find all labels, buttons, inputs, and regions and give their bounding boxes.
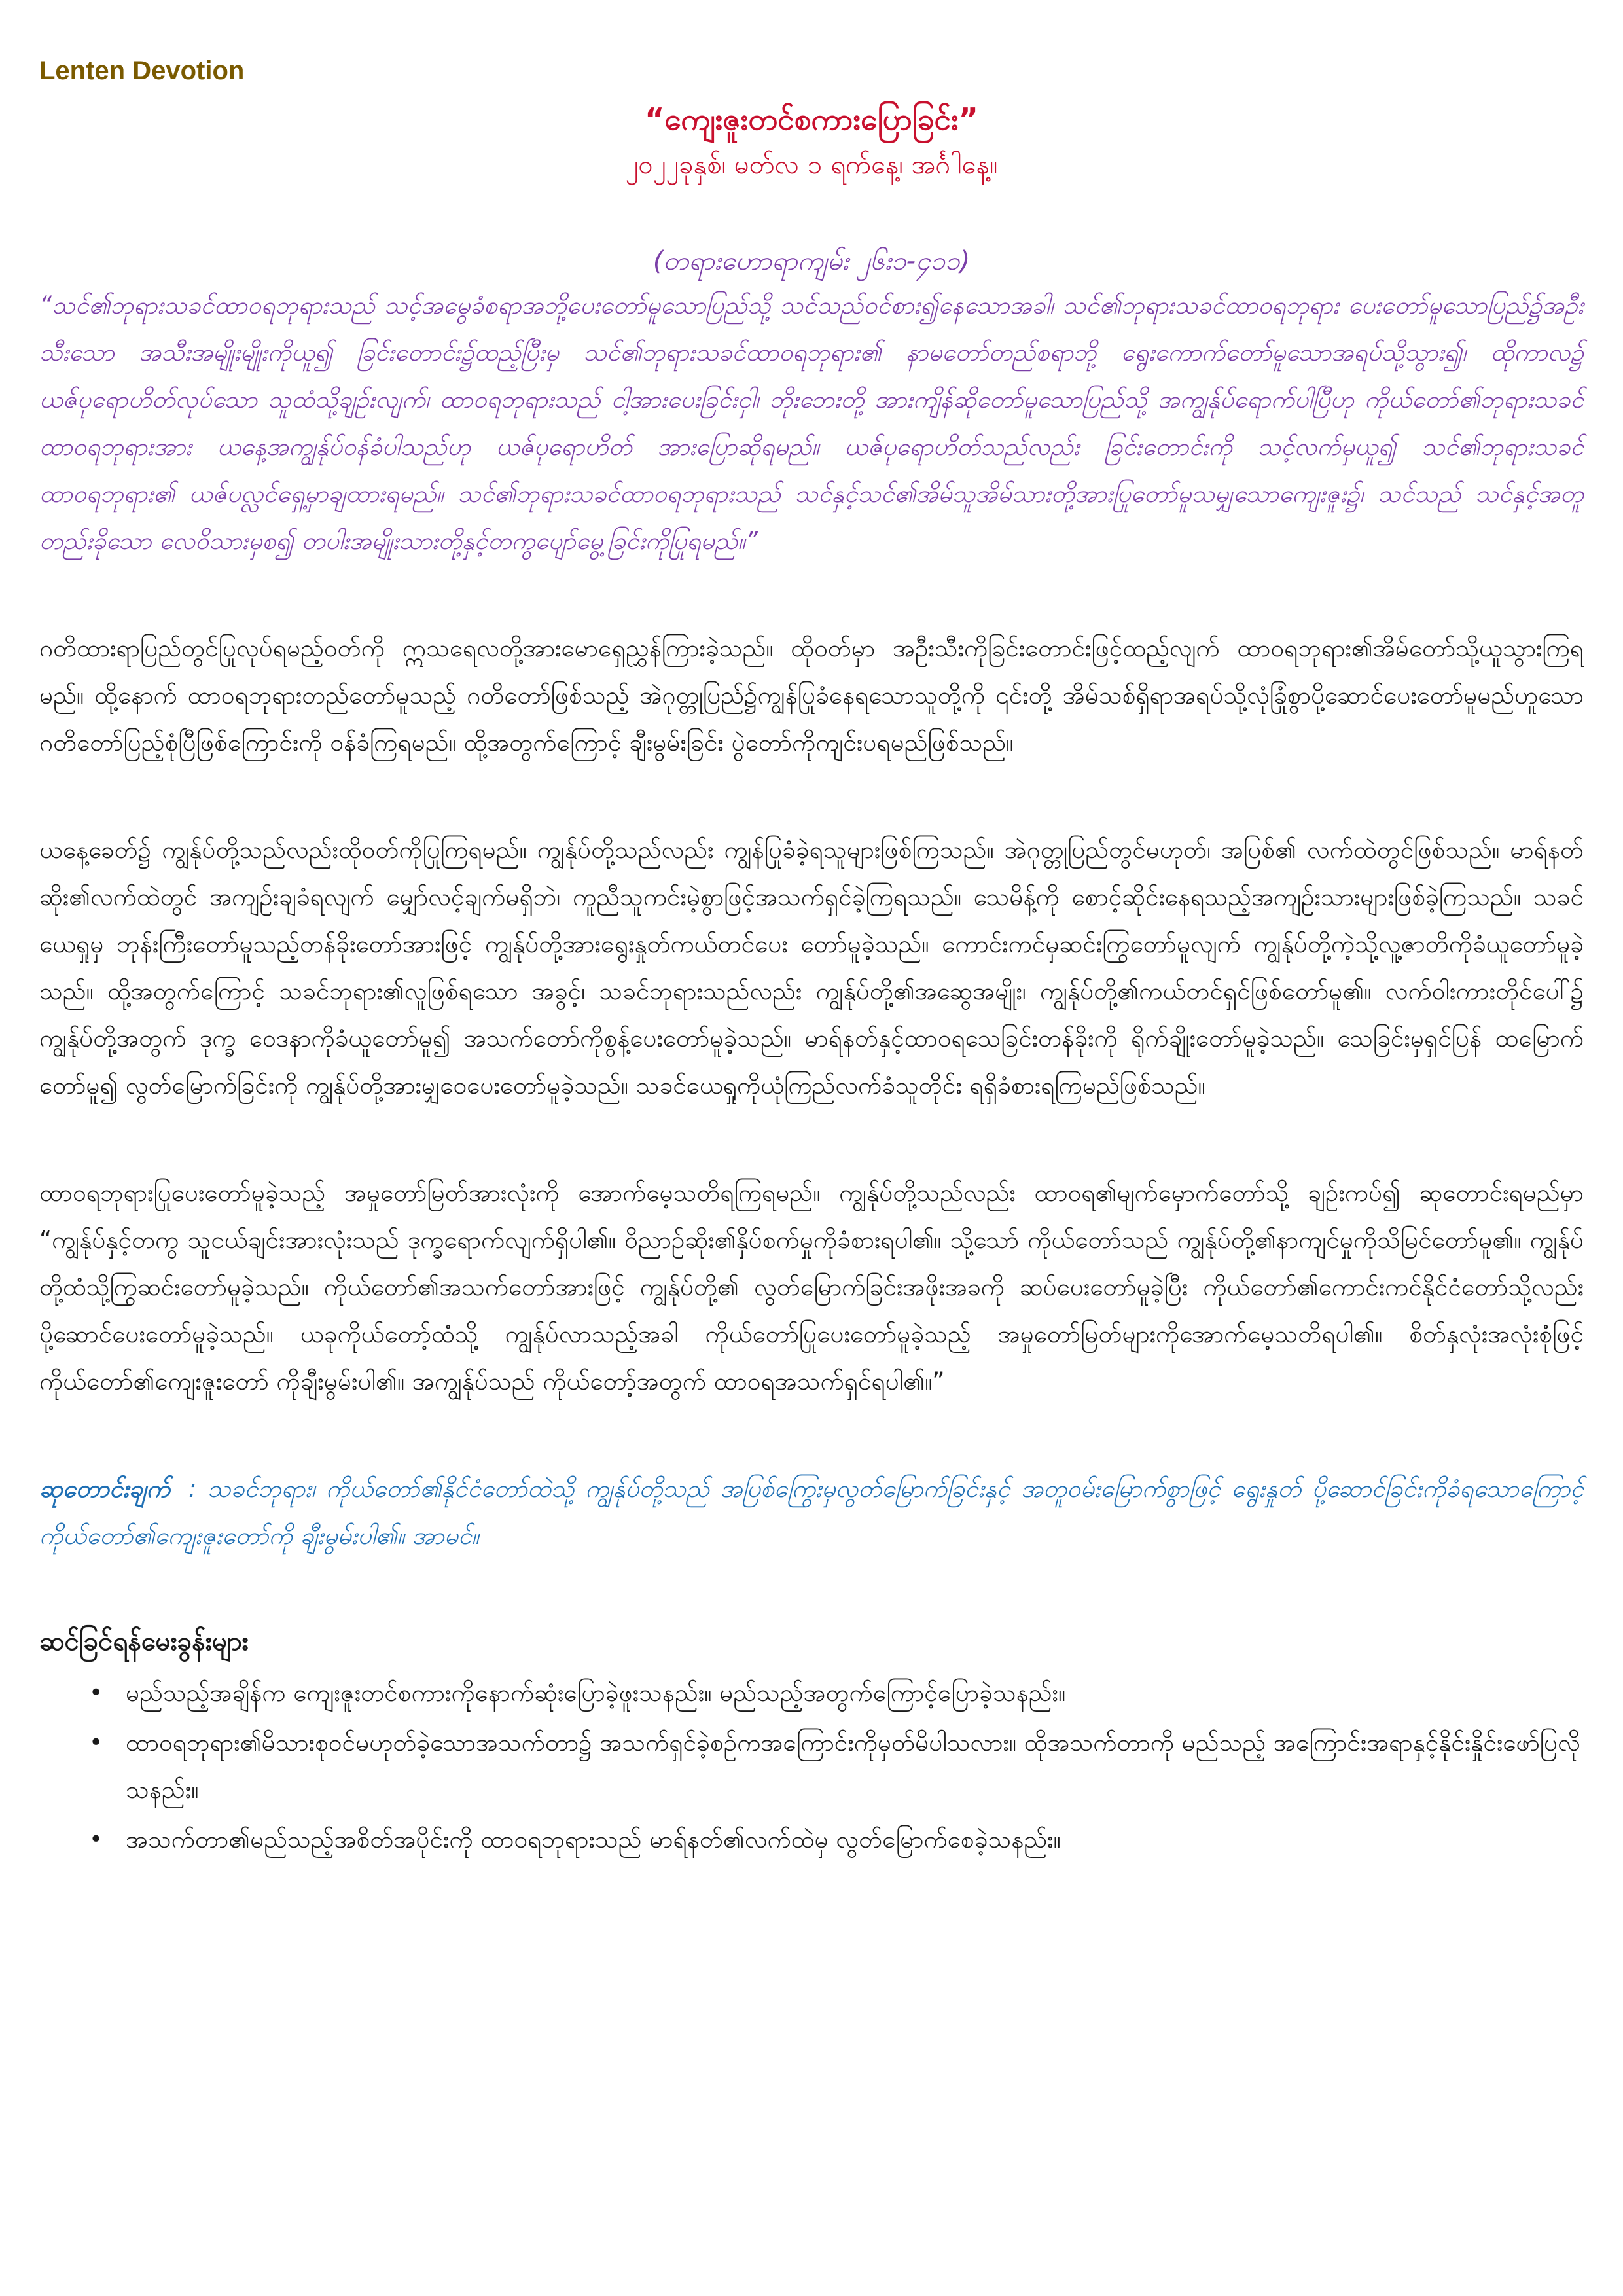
prayer-text: : သခင်ဘုရား၊ ကိုယ်တော်၏နိုင်ငံတော်ထဲသို့ ကျွန်ုပ်တို့သည် အပြစ်ကြွေးမှလွတ်မြောက်ခြင်းနှင့် အတူဝမ်းမြောက်စွာဖြင့် ရွေးနှုတ် ပို့ဆောင်ခြင်းကိုခံရသောကြောင့် ကိုယ်တော်၏ကျေးဇူးတော်ကို ချီးမွမ်းပါ၏။ အာမင်။	[39, 1475, 1584, 1550]
bullet-icon: •	[89, 1826, 103, 1853]
question-item	[89, 1670, 1584, 1717]
questions-list	[39, 1670, 1584, 1863]
question-item	[89, 1816, 1584, 1863]
question-text: မည်သည့်အချိန်က ကျေးဇူးတင်စကားကိုနောက်ဆုံးပြောခဲ့ဖူးသနည်း။ မည်သည့်အတွက်ကြောင့်ပြောခဲ့သနည်း။	[126, 1679, 1066, 1707]
question-text: ထာဝရဘုရား၏မိသားစုဝင်မဟုတ်ခဲ့သောအသက်တာ၌ အသက်ရှင်ခဲ့စဉ်ကအကြောင်းကိုမှတ်မိပါသလား။ ထိုအသက်တာကို မည်သည့် အကြောင်းအရာနှင့်နိုင်းနှိုင်းဖော်ပြလိုသနည်း။	[126, 1729, 1580, 1804]
bullet-icon: •	[89, 1679, 103, 1706]
prayer-block	[39, 1465, 1584, 1560]
questions-heading: ဆင်ခြင်ရန်မေးခွန်းများ	[39, 1626, 249, 1657]
question-item	[89, 1719, 1584, 1814]
page-title: “ကျေးဇူးတင်စကားပြောခြင်း”	[645, 101, 978, 137]
body-paragraph-3: ထာဝရဘုရားပြုပေးတော်မူခဲ့သည့် အမှုတော်မြတ်အားလုံးကို အောက်မေ့သတိရကြရမည်။ ကျွန်ုပ်တို့သည်လည်း ထာဝရ၏မျက်မှောက်တော်သို့ ချဉ်းကပ်၍ ဆုတောင်းရမည်မှာ “ကျွန်ုပ်နှင့်တကွ သူငယ်ချင်းအားလုံးသည် ဒုက္ခရောက်လျက်ရှိပါ၏။ ဝိညာဉ်ဆိုး၏နှိပ်စက်မှုကိုခံစားရပါ၏။ သို့သော် ကိုယ်တော်သည် ကျွန်ုပ်တို့၏နာကျင်မှုကိုသိမြင်တော်မူ၏။ ကျွန်ုပ်တို့ထံသို့ကြွဆင်းတော်မူခဲ့သည်။ ကိုယ်တော်၏အသက်တော်အားဖြင့် ကျွန်ုပ်တို့၏ လွတ်မြောက်ခြင်းအဖိုးအခကို ဆပ်ပေးတော်မူခဲ့ပြီး ကိုယ်တော်၏ကောင်းကင်နိုင်ငံတော်သို့လည်း ပို့ဆောင်ပေးတော်မူခဲ့သည်။ ယခုကိုယ်တော့်ထံသို့ ကျွန်ုပ်လာသည့်အခါ ကိုယ်တော်ပြုပေးတော်မူခဲ့သည့် အမှုတော်မြတ်များကိုအောက်မေ့သတိရပါ၏။ စိတ်နှလုံးအလုံးစုံဖြင့် ကိုယ်တော်၏ကျေးဇူးတော် ကိုချီးမွမ်းပါ၏။ အကျွန်ုပ်သည် ကိုယ်တော့်အတွက် ထာဝရအသက်ရှင်ရပါ၏။”	[39, 1179, 1584, 1395]
header-label: Lenten Devotion	[39, 56, 245, 85]
question-text: အသက်တာ၏မည်သည့်အစိတ်အပိုင်းကို ထာဝရဘုရားသည် မာရ်နတ်၏လက်ထဲမှ လွတ်မြောက်စေခဲ့သနည်း။	[126, 1825, 1061, 1854]
body-paragraph-2: ယနေ့ခေတ်၌ ကျွန်ုပ်တို့သည်လည်းထိုဝတ်ကိုပြုကြရမည်။ ကျွန်ုပ်တို့သည်လည်း ကျွန်ပြုခံခဲ့ရသူများဖြစ်ကြသည်။ အဲဂုတ္တုပြည်တွင်မဟုတ်၊ အပြစ်၏ လက်ထဲတွင်ဖြစ်သည်။ မာရ်နတ်ဆိုး၏လက်ထဲတွင် အကျဉ်းချခံရလျက် မျှော်လင့်ချက်မရှိဘဲ၊ ကူညီသူကင်းမဲ့စွာဖြင့်အသက်ရှင်ခဲ့ကြရသည်။ သေမိန့်ကို စောင့်ဆိုင်းနေရသည့်အကျဉ်းသားများဖြစ်ခဲ့ကြသည်။ သခင်ယေရှုမှ ဘုန်းကြီးတော်မူသည့်တန်ခိုးတော်အားဖြင့် ကျွန်ုပ်တို့အားရွေးနှုတ်ကယ်တင်ပေး တော်မူခဲ့သည်။ ကောင်းကင်မှဆင်းကြွတော်မူလျက် ကျွန်ုပ်တို့ကဲ့သို့လူ့ဇာတိကိုခံယူတော်မူခဲ့သည်။ ထို့အတွက်ကြောင့် သခင်ဘုရား၏လူဖြစ်ရသော အခွင့်၊ သခင်ဘုရားသည်လည်း ကျွန်ုပ်တို့၏အဆွေအမျိုး၊ ကျွန်ုပ်တို့၏ကယ်တင်ရှင်ဖြစ်တော်မူ၏။ လက်ဝါးကားတိုင်ပေါ်၌ ကျွန်ုပ်တို့အတွက် ဒုက္ခ ဝေဒနာကိုခံယူတော်မူ၍ အသက်တော်ကိုစွန့်ပေးတော်မူခဲ့သည်။ မာရ်နတ်နှင့်ထာဝရသေခြင်းတန်ခိုးကို ရိုက်ချိုးတော်မူခဲ့သည်။ သေခြင်းမှရှင်ပြန် ထမြောက်တော်မူ၍ လွတ်မြောက်ခြင်းကို ကျွန်ုပ်တို့အားမျှဝေပေးတော်မူခဲ့သည်။ သခင်ယေရှုကိုယုံကြည်လက်ခံသူတိုင်း ရရှိခံစားရကြမည်ဖြစ်သည်။	[39, 836, 1584, 1100]
body-paragraph-1: ဂတိထားရာပြည်တွင်ပြုလုပ်ရမည့်ဝတ်ကို ဣသရေလတို့အားမောရှေညွှန်ကြားခဲ့သည်။ ထိုဝတ်မှာ အဦးသီးကိုခြင်းတောင်းဖြင့်ထည့်လျက် ထာဝရဘုရား၏အိမ်တော်သို့ယူသွားကြရမည်။ ထို့နောက် ထာဝရဘုရားတည်တော်မူသည့် ဂတိတော်ဖြစ်သည့် အဲဂုတ္တုပြည်၌ကျွန်ပြုခံနေရသောသူတို့ကို ၎င်းတို့ အိမ်သစ်ရှိရာအရပ်သို့လုံခြုံစွာပို့ဆောင်ပေးတော်မူမည်ဟူသော ဂတိတော်ပြည့်စုံပြီဖြစ်ကြောင်းကို ဝန်ခံကြရမည်။ ထို့အတွက်ကြောင့် ချီးမွမ်းခြင်း ပွဲတော်ကိုကျင်းပရမည်ဖြစ်သည်။	[39, 634, 1584, 757]
scripture-reference: (တရားဟောရာကျမ်း ၂၆း၁-၄၁၁)	[652, 246, 971, 276]
scripture-text: “သင်၏ဘုရားသခင်ထာဝရဘုရားသည် သင့်အမွေခံစရာအဘို့ပေးတော်မူသောပြည်သို့ သင်သည်ဝင်စား၍နေသောအခါ၊ သင်၏ဘုရားသခင်ထာဝရဘုရား ပေးတော်မူသောပြည်၌အဦးသီးသော အသီးအမျိုးမျိုးကိုယူ၍ ခြင်းတောင်း၌ထည့်ပြီးမှ သင်၏ဘုရားသခင်ထာဝရဘုရား၏ နာမတော်တည်စရာဘို့ ရွေးကောက်တော်မူသောအရပ်သို့သွား၍၊ ထိုကာလ၌ ယဇ်ပုရောဟိတ်လုပ်သော သူထံသို့ချဉ်းလျက်၊ ထာဝရဘုရားသည် ငါ့အားပေးခြင်းငှါ၊ ဘိုးဘေးတို့ အားကျိန်ဆိုတော်မူသောပြည်သို့ အကျွန်ုပ်ရောက်ပါပြီဟု ကိုယ်တော်၏ဘုရားသခင်ထာဝရဘုရားအား ယနေ့အကျွန်ုပ်ဝန်ခံပါသည်ဟု ယဇ်ပုရောဟိတ် အားပြောဆိုရမည်။ ယဇ်ပုရောဟိတ်သည်လည်း ခြင်းတောင်းကို သင့်လက်မှယူ၍ သင်၏ဘုရားသခင်ထာဝရဘုရား၏ ယဇ်ပလ္လင်ရှေ့မှာချထားရမည်။ သင်၏ဘုရားသခင်ထာဝရဘုရားသည် သင်နှင့်သင်၏အိမ်သူအိမ်သားတို့အားပြုတော်မူသမျှသောကျေးဇူး၌၊ သင်သည် သင်နှင့်အတူတည်းခိုသော လေဝိသားမှစ၍ တပါးအမျိုးသားတို့နှင့်တကွပျော်မွေ့ခြင်းကိုပြုရမည်။”	[39, 291, 1584, 555]
bullet-icon: •	[89, 1729, 103, 1756]
prayer-label: ဆုတောင်းချက်	[39, 1475, 170, 1503]
date-line: ၂၀၂၂ခုနှစ်၊ မတ်လ ၁ ရက်နေ့၊ အင်္ဂါနေ့။	[625, 150, 998, 180]
devotion-page	[39, 56, 1584, 1866]
